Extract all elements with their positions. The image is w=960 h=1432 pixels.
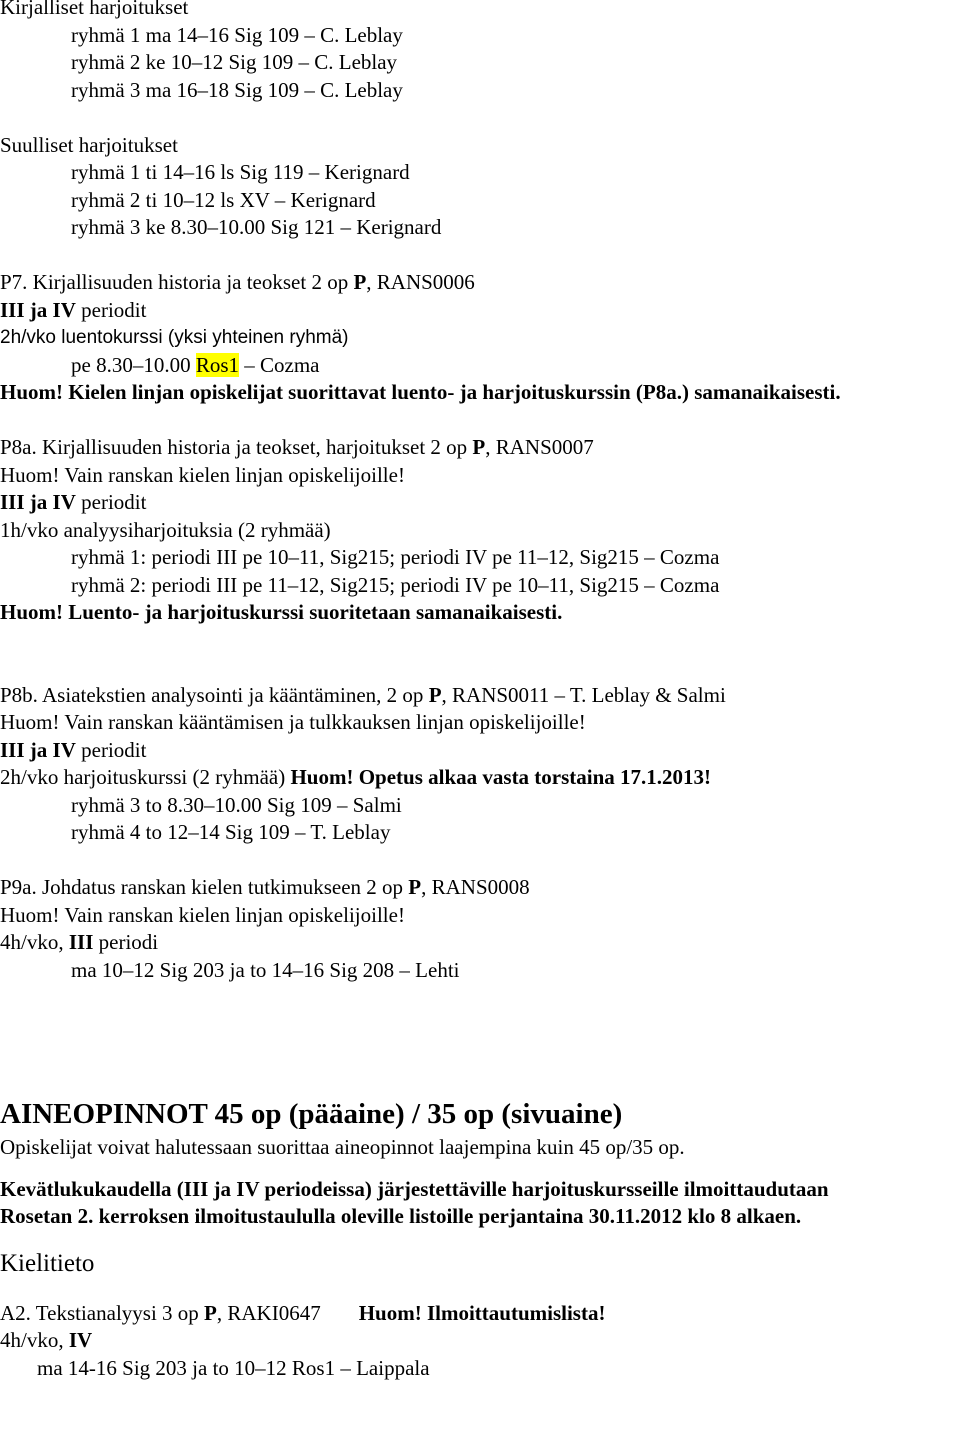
section-title: Suulliset harjoitukset <box>0 132 178 157</box>
group-line: ryhmä 1 ti 14–16 ls Sig 119 – Kerignard <box>71 160 410 184</box>
group-line: ryhmä 2: periodi III pe 11–12, Sig215; periodi IV pe 10–11, Sig215 – Cozma <box>71 572 720 597</box>
course-format: 4h/vko, IV <box>0 1328 93 1352</box>
course-periods: III ja IV periodit <box>0 297 147 322</box>
course-periods: III ja IV periodit <box>0 490 147 514</box>
course-title: P8b. Asiatekstien analysointi ja kääntäminen, 2 op P, RANS0011 – T. Leblay & Salmi <box>0 682 726 707</box>
registration-note: Rosetan 2. kerroksen ilmoitustaululla oleville listoille perjantaina 30.11.2012 klo 8 alkaen. <box>0 1204 802 1228</box>
course-title: A2. Tekstianalyysi 3 op P, RAKI0647 Huom! Ilmoittautumislista! <box>0 1300 606 1325</box>
group-line: ryhmä 3 ke 8.30–10.00 Sig 121 – Kerignard <box>71 215 442 239</box>
course-format: 2h/vko luentokurssi (yksi yhteinen ryhmä) <box>0 327 349 348</box>
group-line: ryhmä 3 to 8.30–10.00 Sig 109 – Salmi <box>71 792 402 817</box>
course-title: P7. Kirjallisuuden historia ja teokset 2 op P, RANS0006 <box>0 270 475 294</box>
course-periods: III ja IV periodit <box>0 737 147 762</box>
course-time: pe 8.30–10.00 Ros1 – Cozma <box>71 352 320 377</box>
group-line: ryhmä 2 ti 10–12 ls XV – Kerignard <box>71 187 376 212</box>
section-title: Kirjalliset harjoitukset <box>0 0 189 19</box>
intro-text: Opiskelijat voivat halutessaan suorittaa aineopinnot laajempina kuin 45 op/35 op. <box>0 1135 685 1159</box>
course-time: ma 14-16 Sig 203 ja to 10–12 Ros1 – Laippala <box>37 1355 430 1380</box>
registration-note: Kevätlukukaudella (III ja IV periodeissa) järjestettäville harjoituskursseille ilmoittaudutaan <box>0 1176 829 1201</box>
group-line: ryhmä 2 ke 10–12 Sig 109 – C. Leblay <box>71 50 398 74</box>
group-line: ryhmä 1: periodi III pe 10–11, Sig215; periodi IV pe 11–12, Sig215 – Cozma <box>71 545 720 569</box>
group-line: ryhmä 1 ma 14–16 Sig 109 – C. Leblay <box>71 22 403 47</box>
course-format: 4h/vko, III periodi <box>0 930 159 954</box>
course-note: Huom! Vain ranskan kääntämisen ja tulkkauksen linjan opiskelijoille! <box>0 710 586 734</box>
group-line: ryhmä 3 ma 16–18 Sig 109 – C. Leblay <box>71 77 403 102</box>
course-format: 2h/vko harjoituskurssi (2 ryhmää) Huom! Opetus alkaa vasta torstaina 17.1.2013! <box>0 765 712 789</box>
course-note: Huom! Vain ranskan kielen linjan opiskelijoille! <box>0 462 405 487</box>
course-note: Huom! Vain ranskan kielen linjan opiskelijoille! <box>0 902 405 927</box>
room-highlight: Ros1 <box>195 352 240 377</box>
course-note: Huom! Luento- ja harjoituskurssi suoritetaan samanaikaisesti. <box>0 600 563 624</box>
course-title: P8a. Kirjallisuuden historia ja teokset, harjoitukset 2 op P, RANS0007 <box>0 435 594 459</box>
section-heading: AINEOPINNOT 45 op (pääaine) / 35 op (sivuaine) <box>0 1098 623 1130</box>
course-time: ma 10–12 Sig 203 ja to 14–16 Sig 208 – Lehti <box>71 957 460 982</box>
course-note: Huom! Kielen linjan opiskelijat suorittavat luento- ja harjoituskurssin (P8a.) samanaikaisesti. <box>0 380 841 404</box>
group-line: ryhmä 4 to 12–14 Sig 109 – T. Leblay <box>71 820 391 844</box>
section-heading: Kielitieto <box>0 1249 95 1277</box>
course-format: 1h/vko analyysiharjoituksia (2 ryhmää) <box>0 517 331 542</box>
course-title: P9a. Johdatus ranskan kielen tutkimukseen 2 op P, RANS0008 <box>0 875 530 899</box>
